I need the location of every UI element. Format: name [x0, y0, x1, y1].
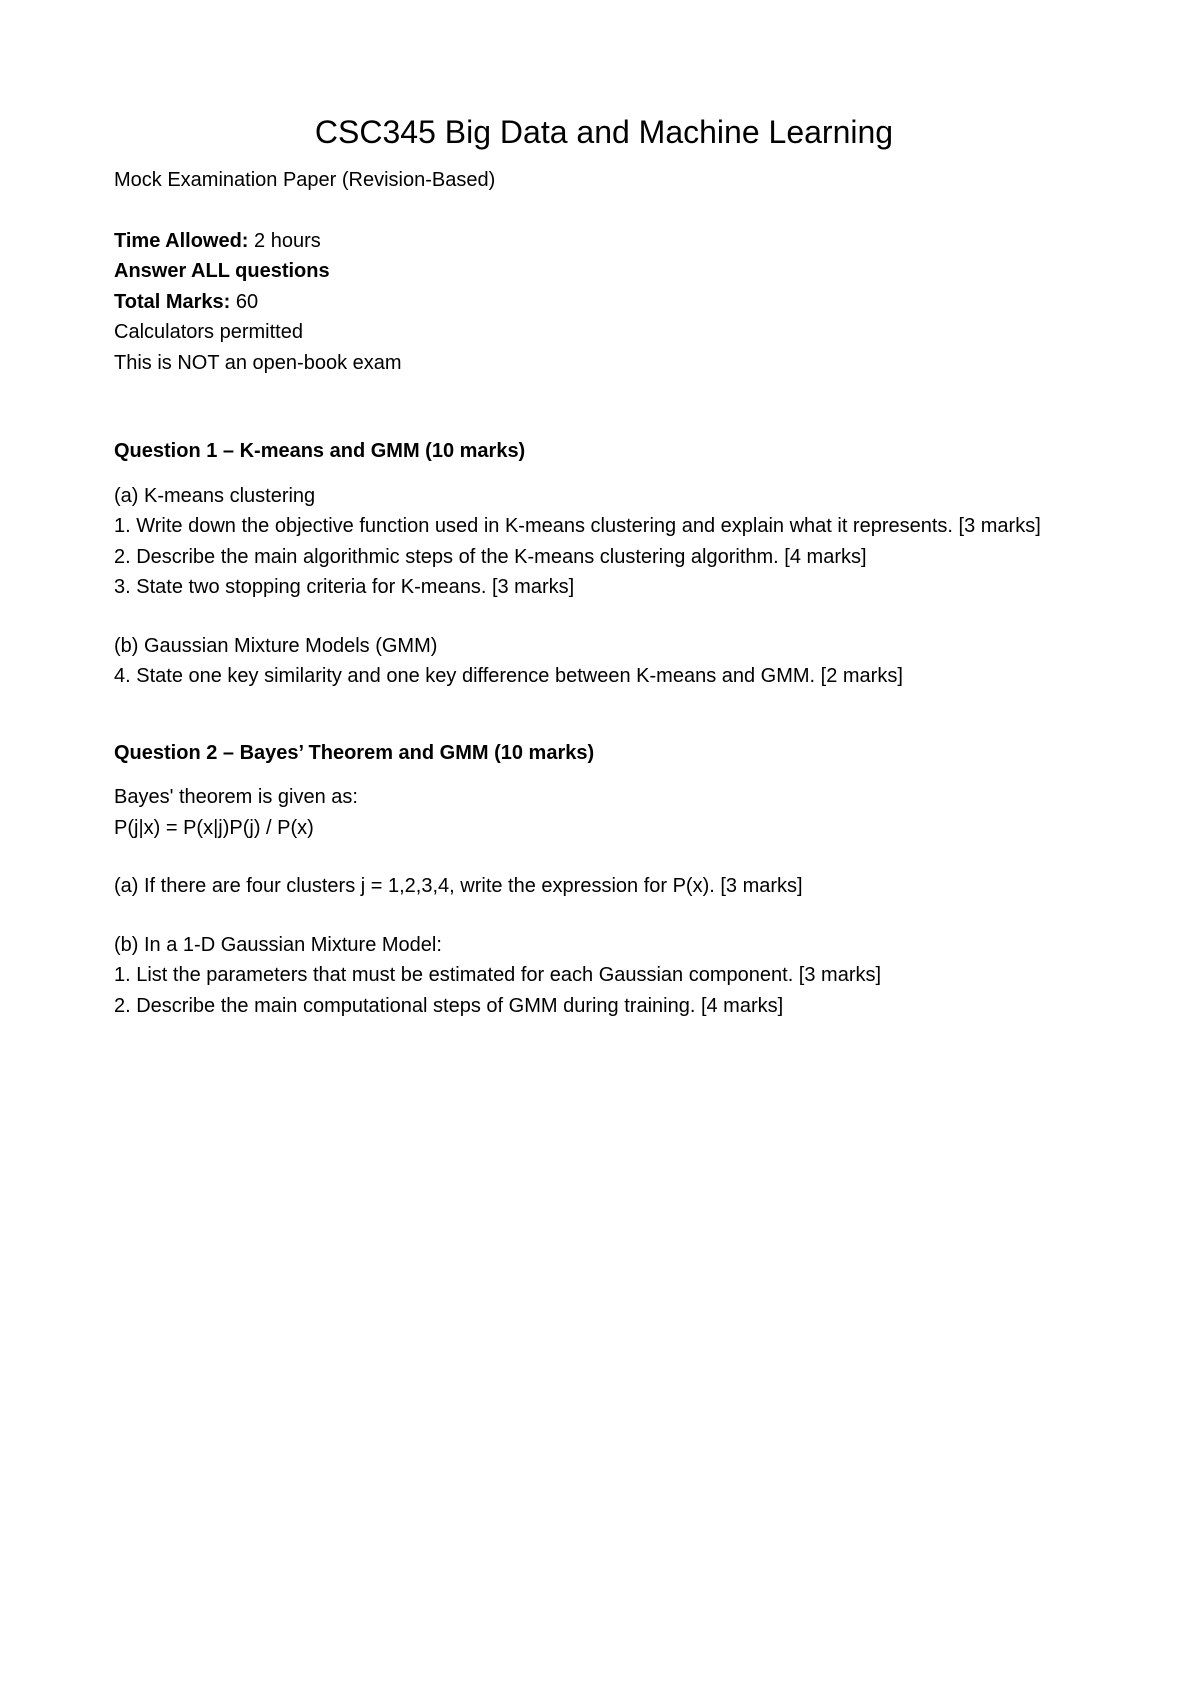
- calculators-note: Calculators permitted: [114, 321, 303, 343]
- question-2-heading: Question 2 – Bayes’ Theorem and GMM (10 marks): [114, 741, 595, 764]
- answer-all-instruction: Answer ALL questions: [114, 260, 330, 282]
- total-marks-label: Total Marks:: [114, 290, 231, 313]
- total-marks: [114, 287, 1094, 318]
- subtitle: Mock Examination Paper (Revision-Based): [114, 169, 496, 191]
- page-title: CSC345 Big Data and Machine Learning: [314, 114, 894, 150]
- question-item: 4. State one key similarity and one key difference between K-means and GMM. [2 marks]: [114, 665, 903, 687]
- time-allowed: [114, 226, 1094, 257]
- question-item: 3. State two stopping criteria for K-means. [3 marks]: [114, 576, 575, 598]
- question-2-part-b: [114, 930, 1094, 1022]
- bayes-formula: P(j|x) = P(x|j)P(j) / P(x): [114, 816, 314, 839]
- question-1: [114, 436, 1094, 692]
- exam-info: [114, 226, 1094, 379]
- total-marks-value: 60: [230, 290, 259, 313]
- question-item: 1. Write down the objective function used in K-means clustering and explain what it represents. [3 marks]: [114, 515, 1041, 537]
- question-1-part-a: [114, 481, 1094, 603]
- part-b-label: (b) Gaussian Mixture Models (GMM): [114, 634, 438, 657]
- question-item: 1. List the parameters that must be estimated for each Gaussian component. [3 marks]: [114, 964, 882, 986]
- question-item: 2. Describe the main computational steps of GMM during training. [4 marks]: [114, 994, 784, 1017]
- bayes-intro-text: Bayes' theorem is given as:: [114, 786, 358, 808]
- open-book-note: This is NOT an open-book exam: [114, 351, 402, 374]
- time-allowed-label: Time Allowed:: [114, 229, 249, 252]
- part-a-label: (a) K-means clustering: [114, 484, 316, 507]
- bayes-intro: [114, 782, 1094, 843]
- question-2-part-a: (a) If there are four clusters j = 1,2,3,4, write the expression for P(x). [3 marks]: [114, 875, 803, 897]
- time-allowed-value: 2 hours: [248, 229, 321, 252]
- question-2: [114, 738, 1094, 1022]
- page-content: [114, 112, 1094, 1021]
- question-1-part-b: [114, 631, 1094, 692]
- question-1-heading: Question 1 – K-means and GMM (10 marks): [114, 440, 526, 462]
- part-b-label: (b) In a 1-D Gaussian Mixture Model:: [114, 933, 442, 956]
- question-item: 2. Describe the main algorithmic steps of the K-means clustering algorithm. [4 marks]: [114, 545, 867, 568]
